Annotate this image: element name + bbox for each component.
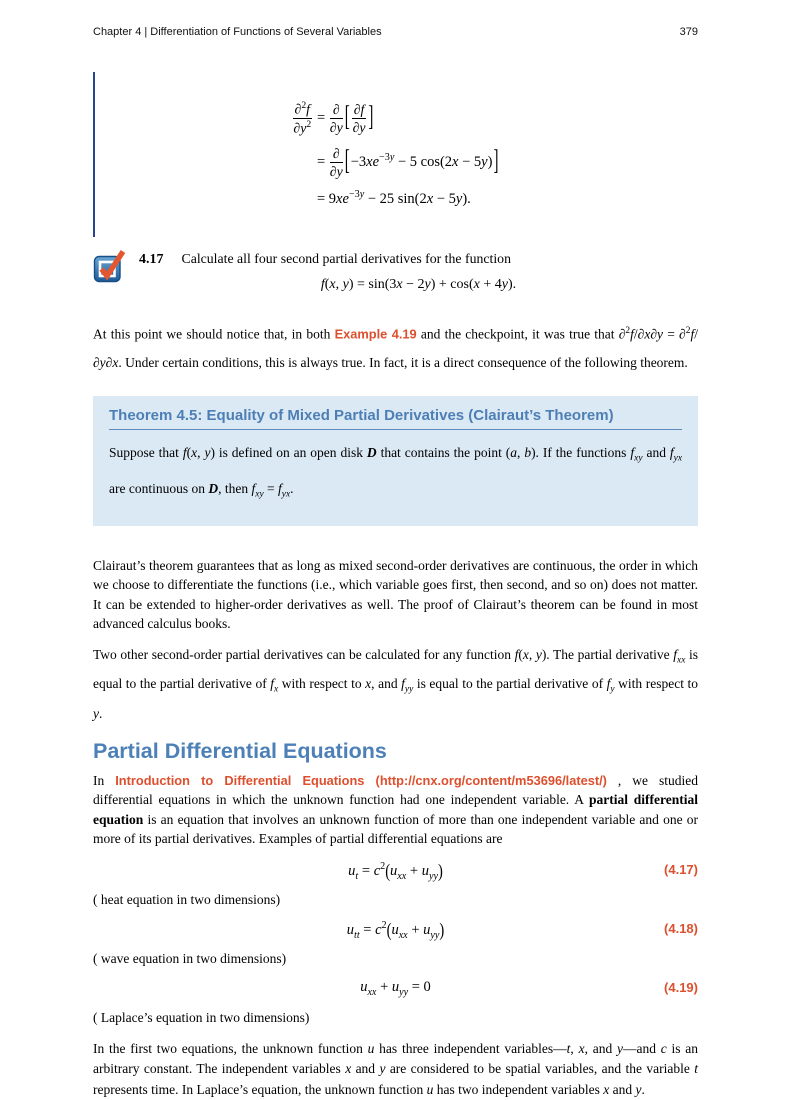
derivation-equations bbox=[292, 96, 500, 213]
section-heading-pde: Partial Differential Equations bbox=[93, 738, 387, 763]
equation-body-laplace: $u_{xx} + u_{yy} = 0$ bbox=[360, 978, 431, 998]
checkpoint-number: 4.17 bbox=[139, 251, 164, 267]
theorem-title: Theorem 4.5: Equality of Mixed Partial Derivatives (Clairaut’s Theorem) bbox=[109, 407, 682, 430]
equation-row-heat bbox=[93, 859, 698, 883]
paragraph-intro: In Introduction to Differential Equations (http://cnx.org/content/m53696/latest/) , we studied differential equations in which the unknown function had one independent variable. A partial differential equation is an equation that involves an unknown function of more than one independent variable and one or more of its partial derivatives. Examples of partial differential equations are bbox=[93, 772, 698, 847]
derivation-left-rule bbox=[93, 72, 95, 237]
paragraph-final: In the first two equations, the unknown function u has three independent variables—t, x, and y—and c is an arbitrary constant. The independent variables x and y are considered to be spatial variables, and the variable t represents time. In Laplace’s equation, the unknown function u has two independent variables x and y. bbox=[93, 1040, 698, 1097]
equation-number-419: (4.19) bbox=[664, 979, 698, 995]
equation-caption-wave: ( wave equation in two dimensions) bbox=[93, 950, 287, 966]
derivation-step-2: = ∂ ∂y [$-3xe^{-3y} - 5$ cos(2x − 5y)] bbox=[316, 145, 499, 179]
equation-body-heat: $u_t = c^2(u_{xx} + u_{yy})$ bbox=[348, 860, 443, 882]
equation-row-wave bbox=[93, 918, 698, 942]
derivation-step-3: = $9xe^{-3y} - 25$ sin(2x − 5y). bbox=[316, 188, 471, 207]
paragraph-clairaut: Clairaut’s theorem guarantees that as long as mixed second-order derivatives are continuous, the order in which we choose to differentiate the functions (i.e., which variable goes first, then second, and so on) does not matter. It can be extended to higher-order derivatives as well. The proof of Clairaut’s theorem can be found in most advanced calculus books. bbox=[93, 557, 698, 632]
derivation-step-1: = ∂ ∂y [ $\frac{\partial f}{\partial y}$ ] bbox=[316, 101, 374, 135]
theorem-body: Suppose that f(x, y) is defined on an open disk D that contains the point (a, b). If the functions $f_{xy}$ and $f_{yx}$ are continuous on D, then $f_{xy} = f_{yx}$. bbox=[109, 445, 683, 500]
page-content bbox=[93, 72, 698, 1100]
checkpoint-body bbox=[139, 247, 698, 293]
header-chapter-title: Chapter 4 | Differentiation of Functions of Several Variables bbox=[93, 26, 382, 38]
equation-number-417: (4.17) bbox=[664, 861, 698, 877]
equation-body-wave: $u_{tt} = c^2(u_{xx} + u_{yy})$ bbox=[346, 919, 445, 941]
checkpoint-text: Calculate all four second partial derivatives for the function bbox=[181, 250, 511, 266]
checkpoint-block bbox=[93, 247, 698, 293]
derivation-lhs: $\frac{\partial^2f}{\partial y^2}$ bbox=[293, 100, 312, 136]
equation-row-laplace bbox=[93, 977, 698, 1001]
equation-caption-heat: ( heat equation in two dimensions) bbox=[93, 891, 281, 907]
checkpoint-equation: f(x, y) = sin(3x − 2y) + cos(x + 4y). bbox=[320, 276, 517, 292]
derivation-block bbox=[93, 72, 698, 237]
example-link[interactable]: Example 4.19 bbox=[334, 326, 417, 342]
page-number: 379 bbox=[679, 26, 698, 38]
equation-caption-laplace: ( Laplace’s equation in two dimensions) bbox=[93, 1009, 310, 1025]
page-header bbox=[93, 26, 698, 38]
paragraph-two-other: Two other second-order partial derivatives can be calculated for any function f(x, y). The partial derivative $f_{xx}$ is equal to the partial derivative of $f_x$ with respect to x, and $f_{yy}$ is equal to the partial derivative of $f_y$ with respect to y. bbox=[93, 646, 699, 721]
paragraph-notice: At this point we should notice that, in both Example 4.19 and the checkpoint, it was true that ∂$^2$f/∂x∂y = ∂$^2$f/∂y∂x. Under certain conditions, this is always true. In fact, it is a direct consequence of the following theorem. bbox=[93, 325, 698, 371]
checkpoint-icon bbox=[93, 248, 126, 293]
theorem-box bbox=[93, 396, 698, 525]
intro-diffeq-link[interactable]: Introduction to Differential Equations (http://cnx.org/content/m53696/latest/) bbox=[115, 772, 607, 788]
equation-number-418: (4.18) bbox=[664, 920, 698, 936]
